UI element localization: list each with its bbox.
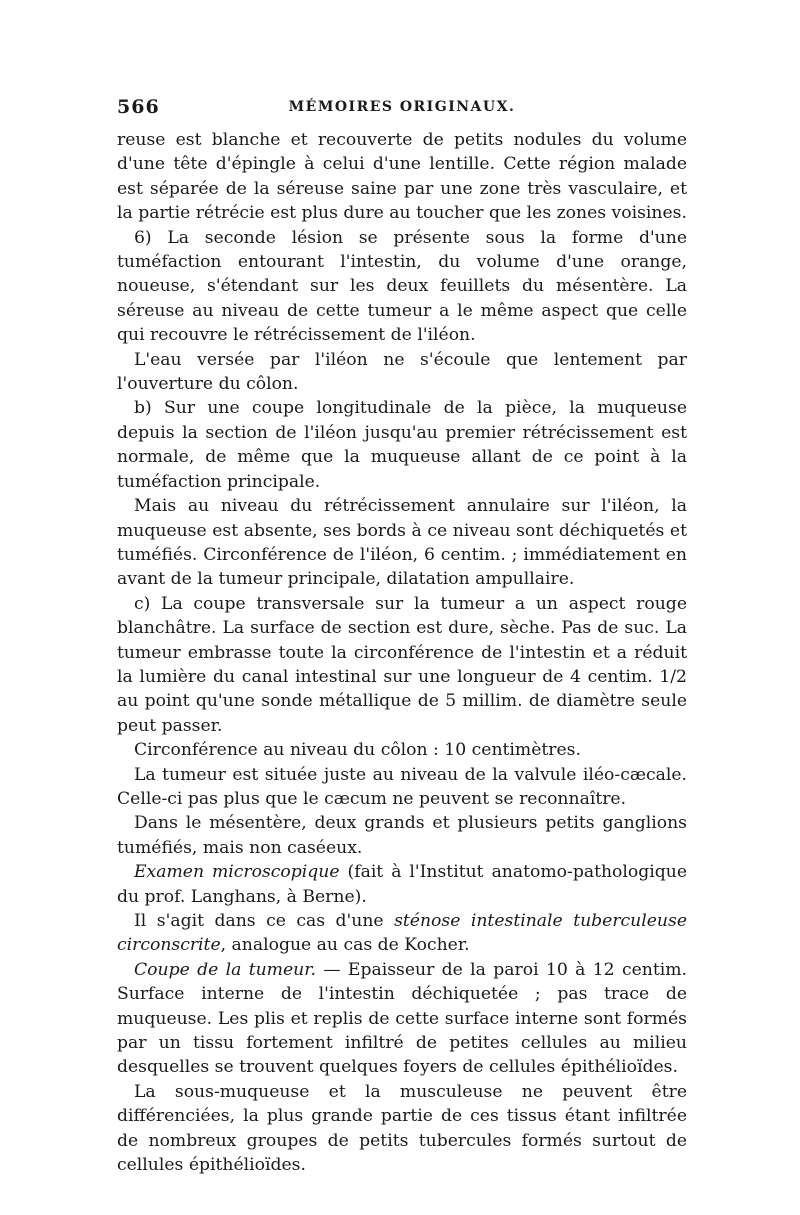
text-run: — Epaisseur de la paroi 10 à 12 centim. Surface interne de l'intestin déchiquetée ; pas trace de muqueuse. Les plis et replis de cette surface interne sont formés par un tissu fortement infiltré de petites cellules au milieu desquelles se trouvent quelques foyers de cellules épithélioïdes.	[117, 959, 687, 1078]
text-run: , analogue au cas de Kocher.	[220, 935, 470, 956]
text-run: (fait à l'Institut anatomo-pathologique du prof. Langhans, à Berne).	[117, 862, 687, 907]
italic-text: sténose intestinale tuberculeuse circonscrite	[117, 911, 687, 956]
page-number: 566	[117, 96, 160, 118]
body-text	[117, 128, 687, 1177]
paragraph	[117, 128, 687, 226]
text-run: Mais au niveau du rétrécissement annulaire sur l'iléon, la muqueuse est absente, ses bords à ce niveau sont déchiquetés et tuméfiés. Circonférence de l'iléon, 6 centim. ; immédiatement en avant de la tumeur principale, dilatation ampullaire.	[117, 496, 687, 590]
paragraph	[117, 860, 687, 909]
paragraph	[117, 1080, 687, 1178]
text-run: Dans le mésentère, deux grands et plusieurs petits ganglions tuméfiés, mais non caséeux.	[117, 813, 687, 858]
italic-text: Examen microscopique	[134, 862, 340, 883]
text-run: Circonférence au niveau du côlon : 10 centimètres.	[134, 740, 581, 761]
text-run: b) Sur une coupe longitudinale de la pièce, la muqueuse depuis la section de l'iléon jusqu'au premier rétrécissement est normale, de même que la muqueuse allant de ce point à la tuméfaction principale.	[117, 398, 687, 492]
paragraph	[117, 226, 687, 348]
text-run: L'eau versée par l'iléon ne s'écoule que lentement par l'ouverture du côlon.	[117, 349, 687, 395]
paragraph	[117, 592, 687, 738]
page-header	[117, 96, 687, 124]
running-head: MÉMOIRES ORIGINAUX.	[288, 99, 516, 115]
paragraph	[117, 909, 687, 958]
paragraph	[117, 763, 687, 812]
text-run: Il s'agit dans ce cas d'une	[134, 911, 395, 931]
text-run: La tumeur est située juste au niveau de la valvule iléo-cæcale. Celle-ci pas plus que le cæcum ne peuvent se reconnaître.	[117, 764, 687, 809]
paragraph	[117, 494, 687, 592]
text-run: La sous-muqueuse et la musculeuse ne peuvent être différenciées, la plus grande partie de ces tissus étant infiltrée de nombreux groupes de petits tubercules formés surtout de cellules épithélioïdes.	[117, 1081, 687, 1176]
italic-text: Coupe de la tumeur.	[134, 959, 317, 980]
text-run: 6) La seconde lésion se présente sous la forme d'une tuméfaction entourant l'intestin, du volume d'une orange, noueuse, s'étendant sur les deux feuillets du mésentère. La séreuse au niveau de cette tumeur a le même aspect que celle qui recouvre le rétrécissement de l'iléon.	[117, 227, 687, 346]
paragraph	[117, 958, 687, 1080]
paragraph	[117, 738, 687, 762]
text-run: reuse est blanche et recouverte de petits nodules du volume d'une tête d'épingle à celui d'une lentille. Cette région malade est séparée de la séreuse saine par une zone très vasculaire, et la partie rétrécie est plus dure au toucher que les zones voisines.	[117, 130, 687, 224]
paragraph	[117, 348, 687, 397]
paragraph	[117, 811, 687, 860]
paragraph	[117, 396, 687, 494]
text-run: c) La coupe transversale sur la tumeur a un aspect rouge blanchâtre. La surface de section est dure, sèche. Pas de suc. La tumeur embrasse toute la circonférence de l'intestin et a réduit la lumière du canal intestinal sur une longueur de 4 centim. 1/2 au point qu'une sonde métallique de 5 millim. de diamètre seule peut passer.	[117, 593, 687, 736]
